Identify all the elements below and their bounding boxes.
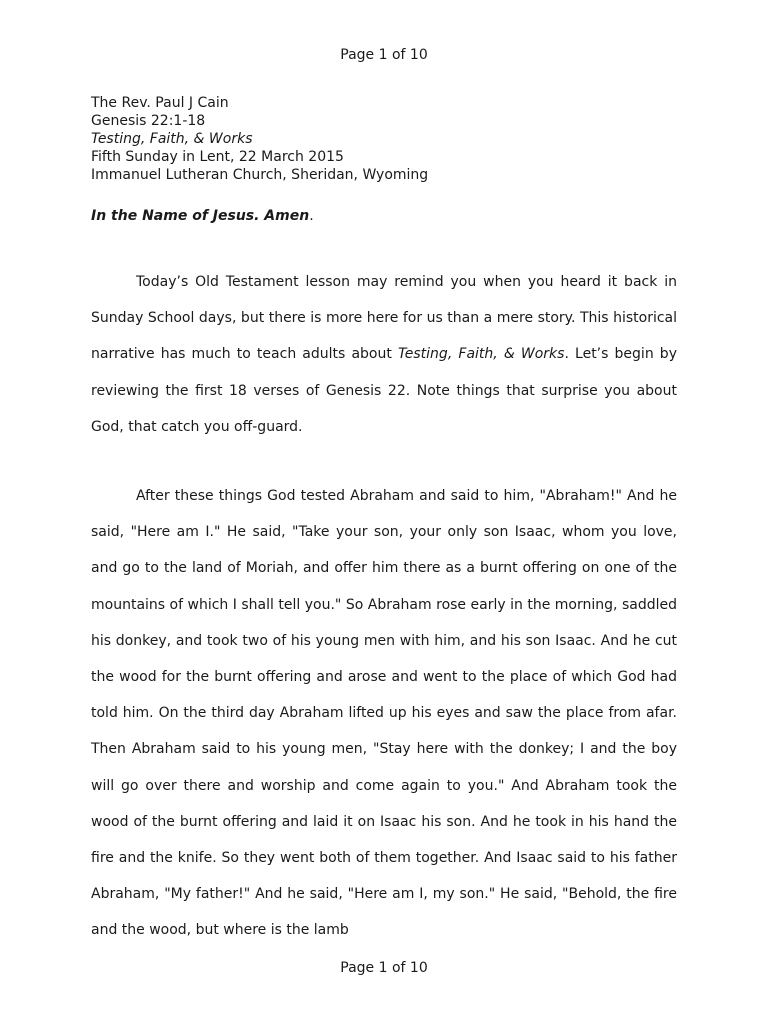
occasion-line: Fifth Sunday in Lent, 22 March 2015 [91, 149, 344, 165]
page-number-top: Page 1 of 10 [340, 47, 428, 63]
invocation [91, 207, 314, 225]
scripture-paragraph: After these things God tested Abraham and said to him, "Abraham!" And he said, "Here am I." He said, "Take your son, your only son Isaac, whom you love, and go to the land of Moriah, and offer him there as a burnt offering on one of the mountains of which I shall tell you." So Abraham rose early in the morning, saddled his donkey, and took two of his young men with him, and his son Isaac. And he cut the wood for the burnt offering and arose and went to the place of which God had told him. On the third day Abraham lifted up his eyes and saw the place from afar. Then Abraham said to his young men, "Stay here with the donkey; I and the boy will go over there and worship and come again to you." And Abraham took the wood of the burnt offering and laid it on Isaac his son. And he took in his hand the fire and the knife. So they went both of them together. And Isaac said to his father Abraham, "My father!" And he said, "Here am I, my son." He said, "Behold, the fire and the wood, but where is the lamb [91, 488, 677, 939]
scripture-line: Genesis 22:1-18 [91, 113, 206, 129]
invocation-text: In the Name of Jesus. Amen [91, 208, 310, 224]
church-line: Immanuel Lutheran Church, Sheridan, Wyoming [91, 167, 429, 183]
intro-title-ref: Testing, Faith, & Works [397, 346, 565, 363]
intro-text-1: Today’s Old Testament lesson may remind you when you heard it back in Sunday School days, but there is more here for us than a mere story. This historical narrative has much to teach adults about [91, 274, 677, 363]
author-line: The Rev. Paul J Cain [91, 95, 229, 111]
sermon-header [91, 94, 691, 184]
invocation-period: . [309, 208, 314, 224]
sermon-title: Testing, Faith, & Works [91, 131, 253, 147]
intro-paragraph [91, 264, 677, 445]
page-number-bottom: Page 1 of 10 [340, 960, 428, 976]
intro-text-2: . Let’s begin by reviewing the first 18 verses of Genesis 22. Note things that surprise you about God, that catch you off-guard. [91, 346, 677, 435]
